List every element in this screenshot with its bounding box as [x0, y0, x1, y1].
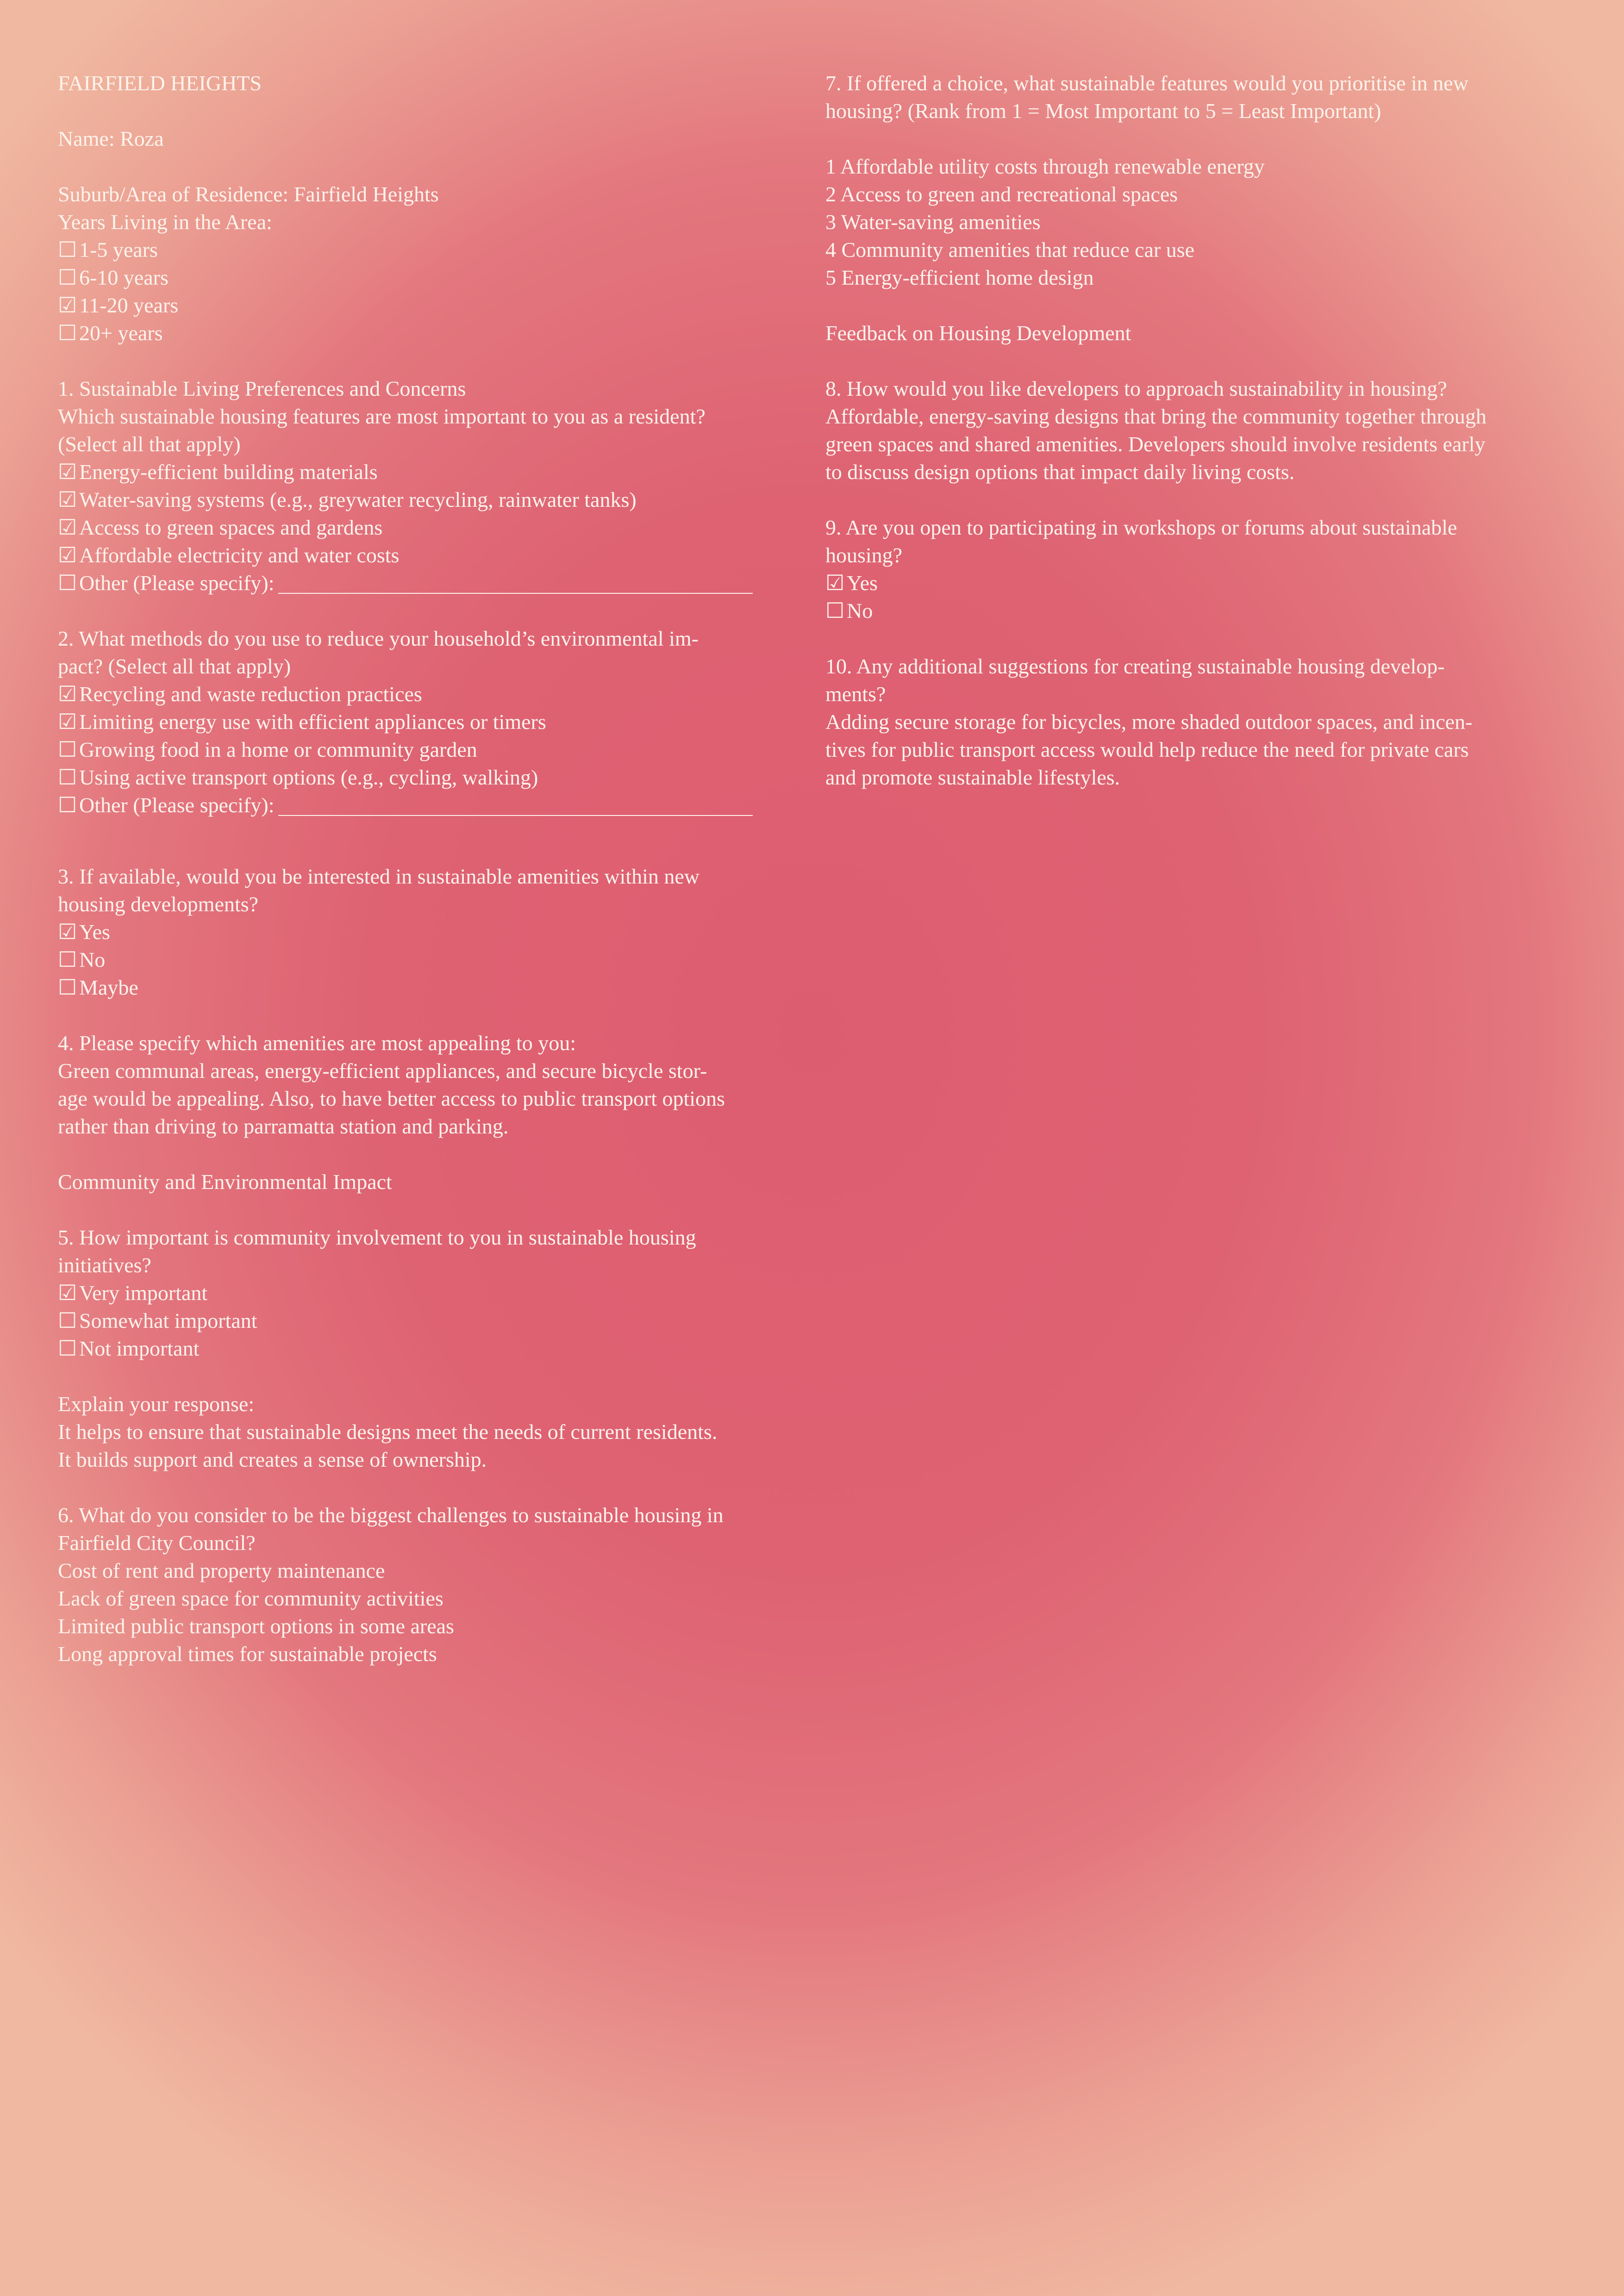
checkbox-icon[interactable]: ☐: [825, 599, 845, 622]
checkbox-checked-icon[interactable]: ☑: [58, 543, 77, 567]
q9-option[interactable]: ☐ No: [825, 597, 1548, 625]
checkbox-checked-icon[interactable]: ☑: [58, 710, 77, 734]
question-text: 10. Any additional suggestions for creating sustainable housing develop-: [825, 654, 1445, 678]
checkbox-icon[interactable]: ☐: [58, 266, 77, 289]
q1-option[interactable]: ☑ Water-saving systems (e.g., greywater recycling, rainwater tanks): [58, 486, 782, 514]
checkbox-checked-icon[interactable]: ☑: [58, 682, 77, 706]
question-text: housing?: [825, 543, 903, 567]
q2-option[interactable]: ☑ Limiting energy use with efficient appliances or timers: [58, 708, 782, 736]
question-text: (Select all that apply): [58, 432, 241, 456]
answer-text: tives for public transport access would help reduce the need for private cars: [825, 738, 1469, 761]
question-text: 2. What methods do you use to reduce your household’s environmental im-: [58, 627, 699, 650]
respondent-name: Name: Roza: [58, 127, 164, 150]
section-heading: Community and Environmental Impact: [58, 1170, 392, 1194]
q3-option[interactable]: ☑ Yes: [58, 918, 782, 946]
checkbox-icon[interactable]: ☐: [58, 765, 77, 789]
section-heading: Feedback on Housing Development: [825, 321, 1131, 345]
q2-option[interactable]: ☑ Recycling and waste reduction practices: [58, 680, 782, 708]
question-text: Which sustainable housing features are most important to you as a resident?: [58, 404, 706, 428]
other-specify-field[interactable]: [278, 815, 753, 816]
answer-text: and promote sustainable lifestyles.: [825, 765, 1120, 789]
q3-option[interactable]: ☐ Maybe: [58, 974, 782, 1002]
q1-option[interactable]: ☑ Access to green spaces and gardens: [58, 514, 782, 541]
rank-item: 4 Community amenities that reduce car use: [825, 238, 1195, 261]
years-option[interactable]: ☐ 20+ years: [58, 319, 782, 347]
checkbox-icon[interactable]: ☐: [58, 321, 77, 345]
q3-option[interactable]: ☐ No: [58, 946, 782, 974]
answer-text: Cost of rent and property maintenance: [58, 1559, 385, 1582]
question-text: housing? (Rank from 1 = Most Important to 5 = Least Important): [825, 99, 1381, 123]
question-text: 7. If offered a choice, what sustainable features would you prioritise in new: [825, 71, 1468, 95]
answer-text: age would be appealing. Also, to have better access to public transport options: [58, 1087, 725, 1110]
question-text: 4. Please specify which amenities are most appealing to you:: [58, 1031, 576, 1055]
question-text: 5. How important is community involvement to you in sustainable housing: [58, 1226, 696, 1249]
rank-item: 2 Access to green and recreational spaces: [825, 182, 1178, 206]
q5-option[interactable]: ☐ Somewhat important: [58, 1307, 782, 1335]
q1-option[interactable]: ☑ Affordable electricity and water costs: [58, 541, 782, 569]
other-specify-field[interactable]: [278, 593, 753, 594]
checkbox-checked-icon[interactable]: ☑: [58, 516, 77, 539]
section-heading: 1. Sustainable Living Preferences and Concerns: [58, 377, 466, 400]
question-text: pact? (Select all that apply): [58, 654, 291, 678]
answer-text: It builds support and creates a sense of ownership.: [58, 1448, 487, 1471]
checkbox-icon[interactable]: ☐: [58, 976, 77, 999]
answer-text: Green communal areas, energy-efficient appliances, and secure bicycle stor-: [58, 1059, 707, 1083]
rank-item: 3 Water-saving amenities: [825, 210, 1041, 234]
question-text: 8. How would you like developers to approach sustainability in housing?: [825, 377, 1447, 400]
answer-text: It helps to ensure that sustainable designs meet the needs of current residents.: [58, 1420, 718, 1444]
checkbox-checked-icon[interactable]: ☑: [58, 293, 77, 317]
checkbox-icon[interactable]: ☐: [58, 571, 77, 595]
survey-title: FAIRFIELD HEIGHTS: [58, 71, 262, 95]
left-column: [58, 69, 782, 1668]
checkbox-checked-icon[interactable]: ☑: [825, 571, 845, 595]
question-text: ments?: [825, 682, 886, 706]
q5-option[interactable]: ☐ Not important: [58, 1335, 782, 1363]
answer-text: Lack of green space for community activities: [58, 1587, 443, 1610]
right-column: [825, 69, 1548, 791]
checkbox-icon[interactable]: ☐: [58, 1337, 77, 1360]
q1-option-other[interactable]: ☐ Other (Please specify):: [58, 569, 782, 597]
checkbox-checked-icon[interactable]: ☑: [58, 920, 77, 944]
question-text: 3. If available, would you be interested in sustainable amenities within new: [58, 865, 700, 888]
answer-text: rather than driving to parramatta station and parking.: [58, 1114, 509, 1138]
checkbox-icon[interactable]: ☐: [58, 793, 77, 817]
checkbox-icon[interactable]: ☐: [58, 1309, 77, 1332]
checkbox-icon[interactable]: ☐: [58, 738, 77, 761]
q2-option-other[interactable]: ☐ Other (Please specify):: [58, 791, 782, 819]
years-option[interactable]: ☐ 1-5 years: [58, 236, 782, 264]
question-text: Fairfield City Council?: [58, 1531, 256, 1555]
q5-option[interactable]: ☑ Very important: [58, 1279, 782, 1307]
checkbox-checked-icon[interactable]: ☑: [58, 460, 77, 484]
question-text: housing developments?: [58, 892, 259, 916]
rank-item: 5 Energy-efficient home design: [825, 266, 1094, 289]
checkbox-icon[interactable]: ☐: [58, 948, 77, 971]
checkbox-checked-icon[interactable]: ☑: [58, 1281, 77, 1305]
q2-option[interactable]: ☐ Growing food in a home or community garden: [58, 736, 782, 764]
years-option[interactable]: ☑ 11-20 years: [58, 292, 782, 319]
answer-text: Adding secure storage for bicycles, more shaded outdoor spaces, and incen-: [825, 710, 1473, 734]
answer-text: to discuss design options that impact daily living costs.: [825, 460, 1295, 484]
answer-text: Limited public transport options in some areas: [58, 1614, 454, 1638]
question-text: 6. What do you consider to be the biggest challenges to sustainable housing in: [58, 1503, 724, 1527]
suburb-field: Suburb/Area of Residence: Fairfield Heights: [58, 182, 439, 206]
q1-option[interactable]: ☑ Energy-efficient building materials: [58, 458, 782, 486]
question-text: 9. Are you open to participating in workshops or forums about sustainable: [825, 516, 1457, 539]
answer-text: Affordable, energy-saving designs that bring the community together through: [825, 404, 1487, 428]
answer-text: green spaces and shared amenities. Developers should involve residents early: [825, 432, 1486, 456]
checkbox-icon[interactable]: ☐: [58, 238, 77, 261]
years-label: Years Living in the Area:: [58, 210, 272, 234]
explain-label: Explain your response:: [58, 1392, 255, 1416]
q2-option[interactable]: ☐ Using active transport options (e.g., cycling, walking): [58, 764, 782, 791]
question-text: initiatives?: [58, 1253, 151, 1277]
rank-item: 1 Affordable utility costs through renewable energy: [825, 155, 1265, 178]
q9-option[interactable]: ☑ Yes: [825, 569, 1548, 597]
checkbox-checked-icon[interactable]: ☑: [58, 488, 77, 511]
answer-text: Long approval times for sustainable projects: [58, 1642, 437, 1666]
years-option[interactable]: ☐ 6-10 years: [58, 264, 782, 292]
